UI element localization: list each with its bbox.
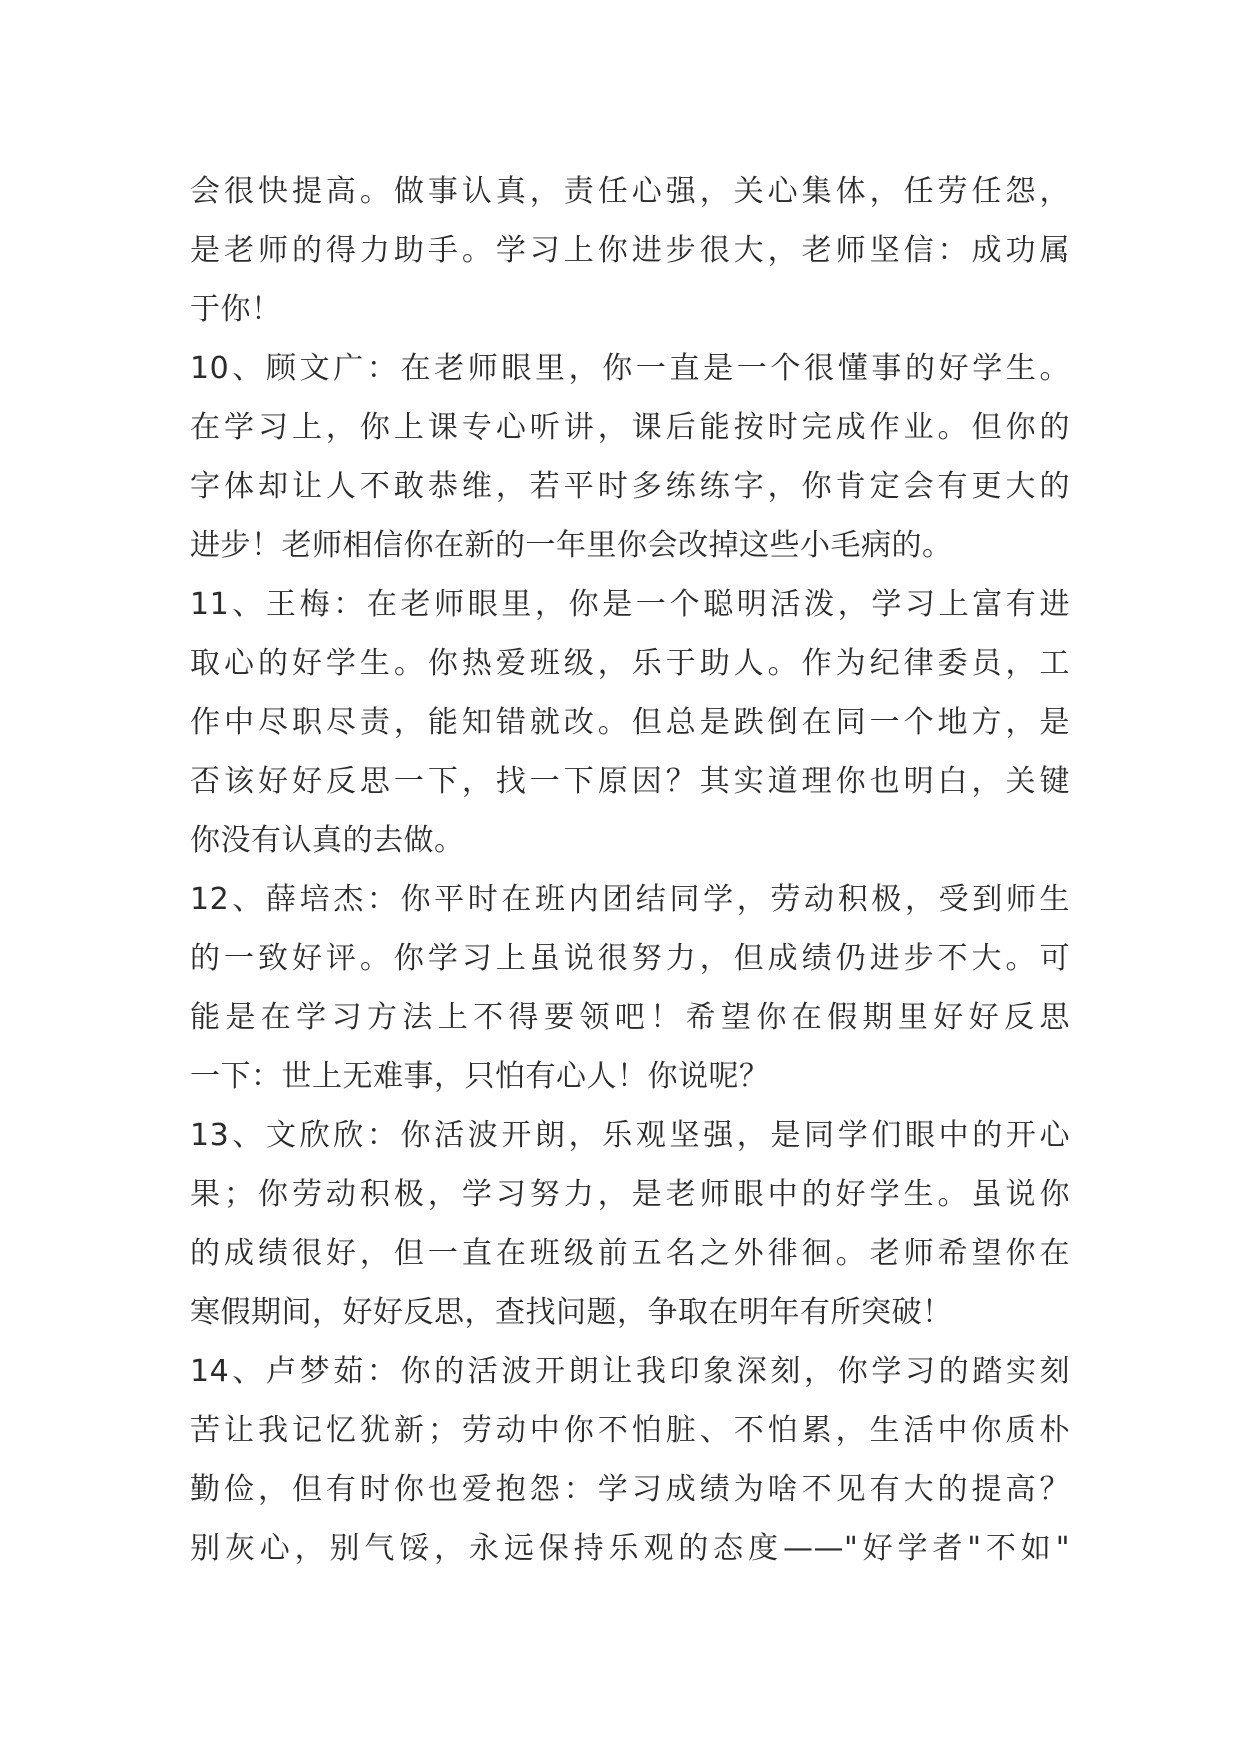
text-line: 11、王梅：在老师眼里，你是一个聪明活泼，学习上富有进 (190, 587, 1070, 622)
text-line: 别灰心，别气馁，永远保持乐观的态度——"好学者"不如" (190, 1531, 1070, 1566)
text-line: 作中尽职尽责，能知错就改。但总是跌倒在同一个地方，是 (190, 705, 1070, 740)
text-line: 的一致好评。你学习上虽说很努力，但成绩仍进步不大。可 (190, 941, 1070, 976)
text-line: 于你！ (190, 292, 282, 327)
text-line: 12、薛培杰：你平时在班内团结同学，劳动积极，受到师生 (190, 882, 1070, 917)
text-line: 会很快提高。做事认真，责任心强，关心集体，任劳任怨， (190, 174, 1070, 209)
text-line: 能是在学习方法上不得要领吧！希望你在假期里好好反思 (190, 1000, 1070, 1035)
text-line: 的成绩很好，但一直在班级前五名之外徘徊。老师希望你在 (190, 1236, 1070, 1271)
text-line: 果；你劳动积极，学习努力，是老师眼中的好学生。虽说你 (190, 1177, 1070, 1212)
text-line: 进步！老师相信你在新的一年里你会改掉这些小毛病的。 (190, 528, 953, 563)
text-line: 在学习上，你上课专心听讲，课后能按时完成作业。但你的 (190, 410, 1070, 445)
text-line: 14、卢梦茹：你的活波开朗让我印象深刻，你学习的踏实刻 (190, 1354, 1070, 1389)
text-line: 字体却让人不敢恭维，若平时多练练字，你肯定会有更大的 (190, 469, 1070, 504)
text-line: 13、文欣欣：你活波开朗，乐观坚强，是同学们眼中的开心 (190, 1118, 1070, 1153)
text-line: 你没有认真的去做。 (190, 823, 465, 858)
comment-text-block (190, 162, 1070, 1578)
text-line: 寒假期间，好好反思，查找问题，争取在明年有所突破！ (190, 1295, 953, 1330)
text-line: 苦让我记忆犹新；劳动中你不怕脏、不怕累，生活中你质朴 (190, 1413, 1070, 1448)
text-line: 是老师的得力助手。学习上你进步很大，老师坚信：成功属 (190, 233, 1070, 268)
text-line: 10、顾文广：在老师眼里，你一直是一个很懂事的好学生。 (190, 351, 1070, 386)
text-line: 否该好好反思一下，找一下原因？其实道理你也明白，关键 (190, 764, 1070, 799)
text-line: 勤俭，但有时你也爱抱怨：学习成绩为啥不见有大的提高？ (190, 1472, 1070, 1507)
text-line: 一下：世上无难事，只怕有心人！你说呢？ (190, 1059, 770, 1094)
text-line: 取心的好学生。你热爱班级，乐于助人。作为纪律委员，工 (190, 646, 1070, 681)
